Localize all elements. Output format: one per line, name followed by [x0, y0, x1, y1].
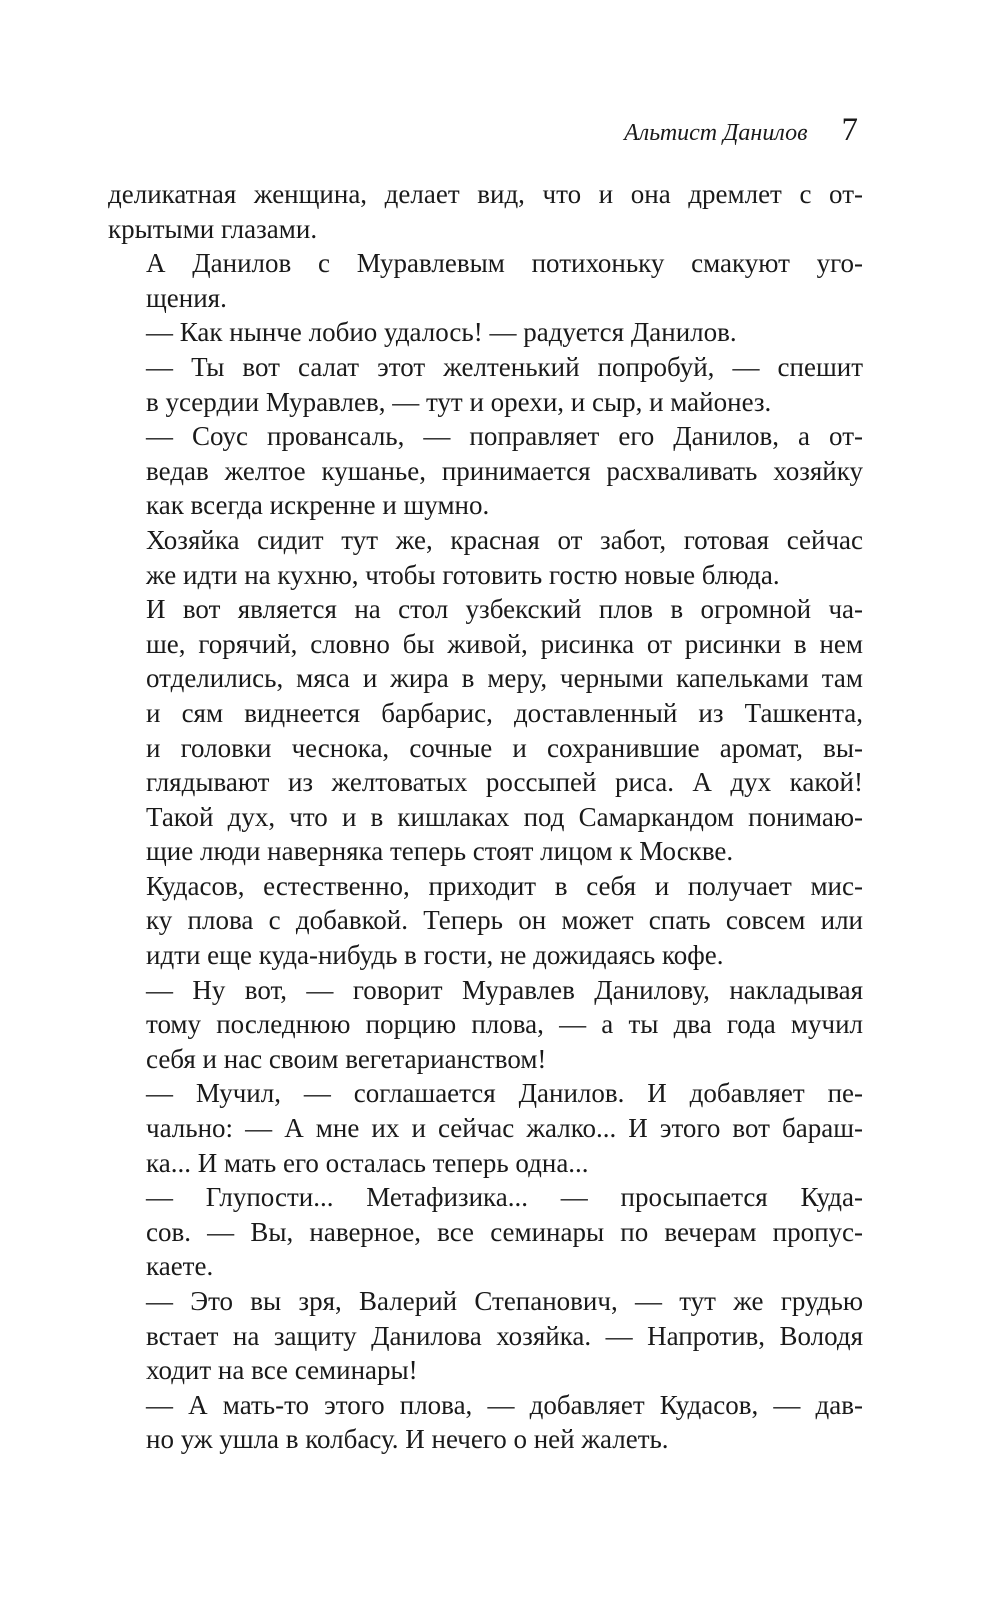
body-text	[108, 177, 863, 1457]
text-line: ку плова с добавкой. Теперь он может спать совсем или	[146, 905, 863, 936]
paragraph	[108, 592, 863, 869]
text-line: И вот является на стол узбекский плов в огромной ча-	[146, 594, 863, 625]
text-line: крытыми глазами.	[108, 213, 318, 244]
text-line: деликатная женщина, делает вид, что и она дремлет с от-	[108, 179, 863, 209]
text-line: — Ну вот, — говорит Муравлев Данилову, накладывая	[146, 974, 863, 1005]
text-line: ка... И мать его осталась теперь одна...	[146, 1147, 589, 1178]
running-title: Альтист Данилов	[624, 120, 808, 146]
text-line: Кудасов, естественно, приходит в себя и получает мис-	[146, 870, 863, 901]
paragraph	[108, 1284, 863, 1388]
page-number: 7	[841, 112, 858, 148]
text-line: тому последнюю порцию плова, — а ты два года мучил	[146, 1009, 863, 1040]
text-line: — Ты вот салат этот желтенький попробуй, — спешит	[146, 351, 863, 382]
paragraph	[108, 177, 863, 246]
text-line: и сям виднеется барбарис, доставленный из Ташкента,	[146, 697, 863, 728]
text-line: — Соус провансаль, — поправляет его Данилов, а от-	[146, 421, 863, 452]
paragraph	[108, 1076, 863, 1180]
text-line: чально: — А мне их и сейчас жалко... И этого вот бараш-	[146, 1113, 863, 1144]
text-line: но уж ушла в колбасу. И нечего о ней жалеть.	[146, 1424, 669, 1455]
text-line: идти еще куда-нибудь в гости, не дожидаясь кофе.	[146, 940, 724, 971]
paragraph	[108, 315, 863, 350]
text-line: отделились, мяса и жира в меру, черными капельками там	[146, 663, 863, 694]
paragraph	[108, 1180, 863, 1284]
text-line: Такой дух, что и в кишлаках под Самаркандом понимаю-	[146, 801, 863, 832]
text-line: каете.	[146, 1251, 214, 1282]
text-line: — Глупости... Метафизика... — просыпается Куда-	[146, 1182, 863, 1213]
text-line: — Мучил, — соглашается Данилов. И добавляет пе-	[146, 1078, 863, 1109]
text-line: глядывают из желтоватых россыпей риса. А дух какой!	[146, 767, 863, 798]
paragraph	[108, 973, 863, 1077]
text-line: Хозяйка сидит тут же, красная от забот, готовая сейчас	[146, 524, 863, 555]
text-line: — Это вы зря, Валерий Степанович, — тут же грудью	[146, 1286, 863, 1316]
text-line: щения.	[146, 282, 227, 313]
text-line: — Как нынче лобио удалось! — радуется Данилов.	[146, 317, 737, 348]
text-line: как всегда искренне и шумно.	[146, 490, 490, 521]
text-line: щие люди наверняка теперь стоят лицом к Москве.	[146, 836, 734, 867]
text-line: А Данилов с Муравлевым потихоньку смакуют уго-	[146, 248, 863, 279]
running-head	[624, 112, 858, 149]
paragraph	[108, 869, 863, 973]
paragraph	[108, 419, 863, 523]
text-line: и головки чеснока, сочные и сохранившие аромат, вы-	[146, 732, 863, 763]
text-line: встает на защиту Данилова хозяйка. — Напротив, Володя	[146, 1320, 863, 1351]
text-line: — А мать-то этого плова, — добавляет Кудасов, — дав-	[146, 1389, 863, 1420]
text-line: ведав желтое кушанье, принимается расхваливать хозяйку	[146, 455, 863, 486]
paragraph	[108, 246, 863, 315]
text-line: ходит на все семинары!	[146, 1355, 418, 1386]
text-line: себя и нас своим вегетарианством!	[146, 1043, 547, 1074]
text-line: в усердии Муравлев, — тут и орехи, и сыр, и майонез.	[146, 386, 772, 417]
text-line: сов. — Вы, наверное, все семинары по вечерам пропус-	[146, 1216, 863, 1247]
text-line: ше, горячий, словно бы живой, рисинка от рисинки в нем	[146, 628, 863, 659]
paragraph	[108, 1388, 863, 1457]
paragraph	[108, 523, 863, 592]
paragraph	[108, 350, 863, 419]
text-line: же идти на кухню, чтобы готовить гостю новые блюда.	[146, 559, 780, 590]
